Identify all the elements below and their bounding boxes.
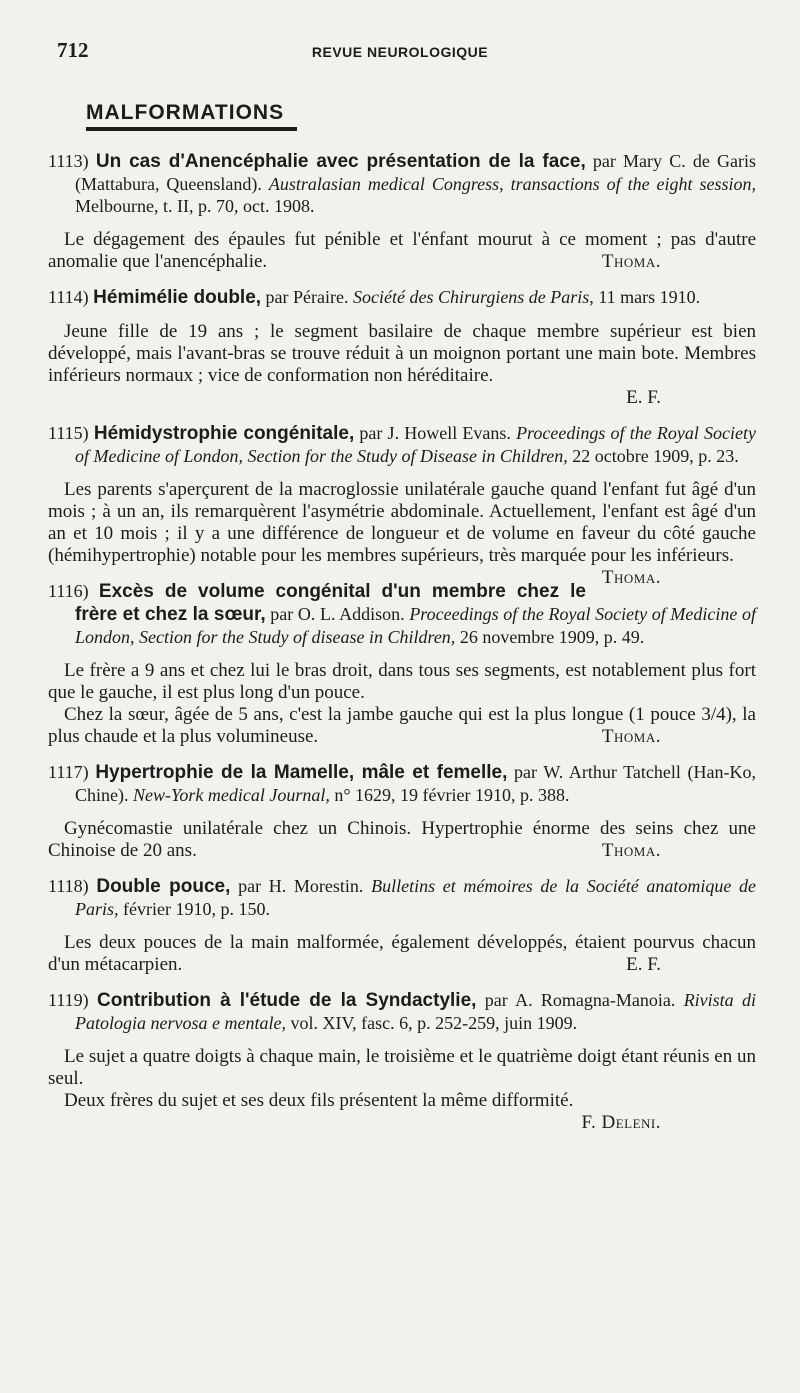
entry-heading xyxy=(0,422,800,467)
entry-ref: février 1910, p. 150. xyxy=(123,899,270,919)
signature: Thoma. xyxy=(601,726,661,747)
entry-title: Contribution à l'étude de la Syndactylie, xyxy=(97,990,477,1011)
entry-ref: 22 octobre 1909, p. 23. xyxy=(572,446,739,466)
abstract-paragraph: Jeune fille de 19 ans ; le segment basilaire de chaque membre supérieur est bien développé, mais l'avant-bras se trouve réduit à un moignon portant une main bote. Membres inférieurs normaux ; vice de conformation non héréditaire. xyxy=(48,321,756,386)
entry-heading xyxy=(0,761,800,806)
entry-body xyxy=(0,818,800,862)
entry-source: Proceedings of the Royal Society of Medicine of London, Section for the Study of Disease in Children, xyxy=(75,423,756,466)
entry-authors: par A. Romagna-Manoia. xyxy=(484,990,676,1010)
entry-authors: par O. L. Addison. xyxy=(270,604,405,624)
signature: E. F. xyxy=(626,954,661,975)
signature: Thoma. xyxy=(601,251,661,272)
entry-number: 1118) xyxy=(48,876,89,896)
entry-title: Un cas d'Anencéphalie avec présentation de la face, xyxy=(95,151,586,172)
entry-number: 1119) xyxy=(48,990,89,1010)
section-underline xyxy=(86,127,297,131)
entry-number: 1113) xyxy=(48,151,89,171)
entry-1119 xyxy=(0,989,800,1134)
entry-body xyxy=(0,229,800,273)
entry-body xyxy=(0,479,800,588)
entry-heading xyxy=(0,150,800,217)
entry-body xyxy=(0,321,800,409)
entry-title: Excès de volume congénital d'un membre chez le frère et chez la sœur, xyxy=(75,581,586,625)
entry-authors: par J. Howell Evans. xyxy=(359,423,511,443)
abstract-paragraph: Les parents s'aperçurent de la macroglossie unilatérale gauche quand l'enfant fut âgé d'un mois ; à un an, ils remarquèrent l'asymétrie abdominale. Actuellement, l'enfant est âgé d'un an et 10 mois ; il y a une différence de longueur et de volume en faveur du côté gauche (hémihypertrophie) notable pour les membres supérieurs, très marquée pour les inférieurs. Thoma. xyxy=(48,479,756,588)
entry-heading xyxy=(0,580,800,648)
signature: Thoma. xyxy=(601,567,661,588)
entry-title: Double pouce, xyxy=(96,876,231,897)
signature: F. Deleni. xyxy=(581,1112,661,1133)
entry-title: Hémimélie double, xyxy=(93,287,262,308)
entry-ref: 26 novembre 1909, p. 49. xyxy=(459,627,645,647)
entry-ref: vol. XIV, fasc. 6, p. 252-259, juin 1909. xyxy=(290,1013,578,1033)
abstract-paragraph: Chez la sœur, âgée de 5 ans, c'est la jambe gauche qui est la plus longue (1 pouce 3/4), la plus chaude et la plus volumineuse. Thoma. xyxy=(48,704,756,747)
journal-title: REVUE NEUROLOGIQUE xyxy=(311,44,489,60)
abstract-paragraph: Gynécomastie unilatérale chez un Chinois. Hypertrophie énorme des seins chez une Chinoise de 20 ans. Thoma. xyxy=(48,818,756,861)
entry-body xyxy=(0,932,800,976)
entry-title: Hypertrophie de la Mamelle, mâle et femelle, xyxy=(95,762,508,783)
entry-heading xyxy=(0,875,800,920)
entry-source: Bulletins et mémoires de la Société anatomique de Paris, xyxy=(75,876,756,919)
entry-1116 xyxy=(0,580,800,748)
entry-authors: par W. Arthur Tatchell (Han-Ko, Chine). xyxy=(75,762,757,805)
entry-source: Société des Chirurgiens de Paris, xyxy=(353,287,594,307)
signature: E. F. xyxy=(626,387,661,408)
page-number: 712 xyxy=(57,38,89,62)
entry-number: 1117) xyxy=(48,762,89,782)
entry-source: Rivista di Patologia nervosa e mentale, xyxy=(75,990,757,1033)
entry-number: 1116) xyxy=(48,581,89,601)
entry-source: New-York medical Journal, xyxy=(133,785,330,805)
entry-authors: par H. Morestin. xyxy=(238,876,364,896)
entry-body xyxy=(0,1046,800,1134)
entry-ref: Melbourne, t. II, p. 70, oct. 1908. xyxy=(75,196,315,216)
entry-number: 1114) xyxy=(48,287,89,307)
abstract-paragraph: Les deux pouces de la main malformée, également développés, étaient pourvus chacun d'un métacarpien. E. F. xyxy=(48,932,756,975)
entry-source: Proceedings of the Royal Society of Medicine of London, Section for the Study of disease in Children, xyxy=(75,604,756,647)
entry-ref: n° 1629, 19 février 1910, p. 388. xyxy=(334,785,570,805)
entry-1118 xyxy=(0,875,800,976)
running-header xyxy=(0,38,800,68)
abstract-paragraph: Le frère a 9 ans et chez lui le bras droit, dans tous ses segments, est notablement plus fort que le gauche, il est plus long d'un pouce. xyxy=(48,660,756,703)
entry-ref: 11 mars 1910. xyxy=(598,287,701,307)
entry-number: 1115) xyxy=(48,423,89,443)
entry-authors: par Péraire. xyxy=(265,287,349,307)
section-title: MALFORMATIONS xyxy=(86,101,285,124)
entry-source: Australasian medical Congress, transactions of the eight session, xyxy=(268,174,757,194)
entry-1115 xyxy=(0,422,800,588)
entry-body xyxy=(0,660,800,748)
signature: Thoma. xyxy=(601,840,661,861)
entry-1113 xyxy=(0,150,800,273)
abstract-paragraph: Le sujet a quatre doigts à chaque main, le troisième et le quatrième doigt étant réunis en un seul. xyxy=(48,1046,756,1089)
entry-heading xyxy=(0,286,800,309)
abstract-paragraph: Deux frères du sujet et ses deux fils présentent la même difformité. xyxy=(64,1090,574,1111)
entries-list xyxy=(0,150,800,1147)
abstract-paragraph: Le dégagement des épaules fut pénible et l'énfant mourut à ce moment ; pas d'autre anomalie que l'anencéphalie. Thoma. xyxy=(48,229,756,272)
entry-1114 xyxy=(0,286,800,409)
entry-title: Hémidystrophie congénitale, xyxy=(93,423,355,444)
entry-heading xyxy=(0,989,800,1034)
entry-authors: par Mary C. de Garis (Mattabura, Queensland). xyxy=(75,151,757,194)
entry-1117 xyxy=(0,761,800,862)
